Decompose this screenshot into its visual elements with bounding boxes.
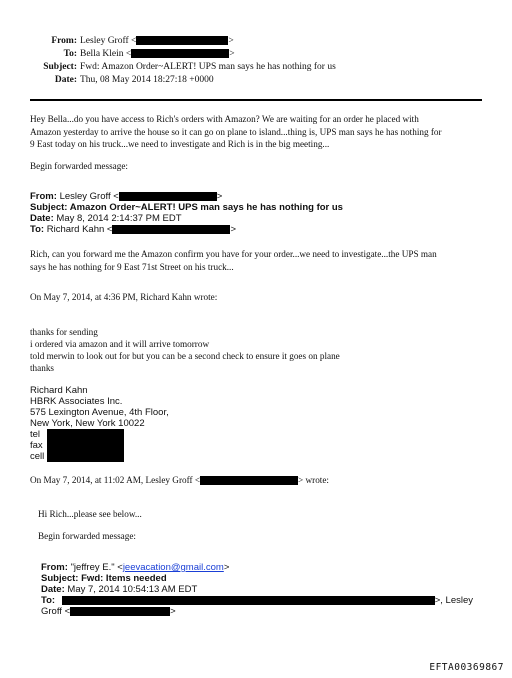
date-value: Thu, 08 May 2014 18:27:18 +0000 bbox=[80, 75, 214, 85]
forward1-header bbox=[30, 191, 343, 235]
signature-company: HBRK Associates Inc. bbox=[30, 396, 123, 407]
redaction-box bbox=[62, 596, 435, 605]
quote1-attribution: On May 7, 2014, at 4:36 PM, Richard Kahn wrote: bbox=[30, 292, 218, 302]
from-label: From: bbox=[51, 36, 77, 46]
body3-greeting: Hi Rich...please see below... bbox=[38, 509, 142, 519]
signature-name: Richard Kahn bbox=[30, 385, 88, 396]
bates-number: EFTA00369867 bbox=[429, 662, 504, 673]
to-value: Bella Klein < > bbox=[80, 49, 235, 59]
forward1-subject: Subject: Amazon Order~ALERT! UPS man says he has nothing for us bbox=[30, 202, 343, 213]
redaction-box bbox=[119, 192, 217, 201]
forward2-email-link[interactable]: jeevacation@gmail.com bbox=[122, 562, 224, 573]
forward2-to: To: >, Lesley bbox=[41, 595, 474, 606]
to-label: To: bbox=[63, 49, 77, 59]
redaction-box bbox=[136, 36, 228, 45]
forward2-to-line2: Groff < > bbox=[41, 606, 176, 617]
signature-address2: New York, New York 10022 bbox=[30, 418, 145, 429]
signature-phones bbox=[30, 429, 169, 462]
redaction-box bbox=[131, 49, 229, 58]
forward2-header bbox=[41, 562, 473, 617]
signature-address1: 575 Lexington Avenue, 4th Floor, bbox=[30, 407, 169, 418]
forward1-date: Date: May 8, 2014 2:14:37 PM EDT bbox=[30, 213, 182, 224]
from-value: Lesley Groff < > bbox=[80, 36, 234, 46]
intro-paragraph: Hey Bella...do you have access to Rich's orders with Amazon? We are waiting for an order he placed with Amazon yesterday to arrive the house so it can go on plane to island...thing is, UPS man says he has nothing for 9 East today on his truck...we need to investigate and Rich is in the big meeting... bbox=[30, 114, 442, 150]
begin-forwarded-2: Begin forwarded message: bbox=[38, 531, 136, 541]
body1-paragraph: Rich, can you forward me the Amazon confirm you have for your order...we need to investigate...the UPS man says he has nothing for 9 East 71st Street on his truck... bbox=[30, 249, 437, 272]
begin-forwarded-1: Begin forwarded message: bbox=[30, 161, 128, 171]
signature-fax: fax bbox=[30, 440, 43, 451]
header-divider bbox=[30, 99, 482, 101]
body2-paragraph: thanks for sending i ordered via amazon and it will arrive tomorrow told merwin to look out for but you can be a second check to ensure it goes on plane thanks bbox=[30, 327, 340, 373]
redaction-box bbox=[200, 476, 298, 485]
quote2-attribution: On May 7, 2014, at 11:02 AM, Lesley Groff < > wrote: bbox=[30, 475, 329, 485]
redaction-box bbox=[112, 225, 230, 234]
forward1-to: To: Richard Kahn < > bbox=[30, 224, 237, 235]
date-label: Date: bbox=[54, 75, 77, 85]
subject-value: Fwd: Amazon Order~ALERT! UPS man says he has nothing for us bbox=[80, 62, 336, 72]
redaction-box bbox=[47, 429, 124, 462]
signature-block bbox=[30, 385, 169, 462]
signature-cell: cell bbox=[30, 451, 45, 462]
signature-tel: tel bbox=[30, 429, 41, 440]
forward2-from: From: "jeffrey E." <jeevacation@gmail.com> bbox=[41, 562, 230, 573]
subject-label: Subject: bbox=[43, 62, 77, 72]
redaction-box bbox=[70, 607, 170, 616]
forward2-subject: Subject: Fwd: Items needed bbox=[41, 573, 167, 584]
forward1-from: From: Lesley Groff < > bbox=[30, 191, 223, 202]
forward2-date: Date: May 7, 2014 10:54:13 AM EDT bbox=[41, 584, 198, 595]
